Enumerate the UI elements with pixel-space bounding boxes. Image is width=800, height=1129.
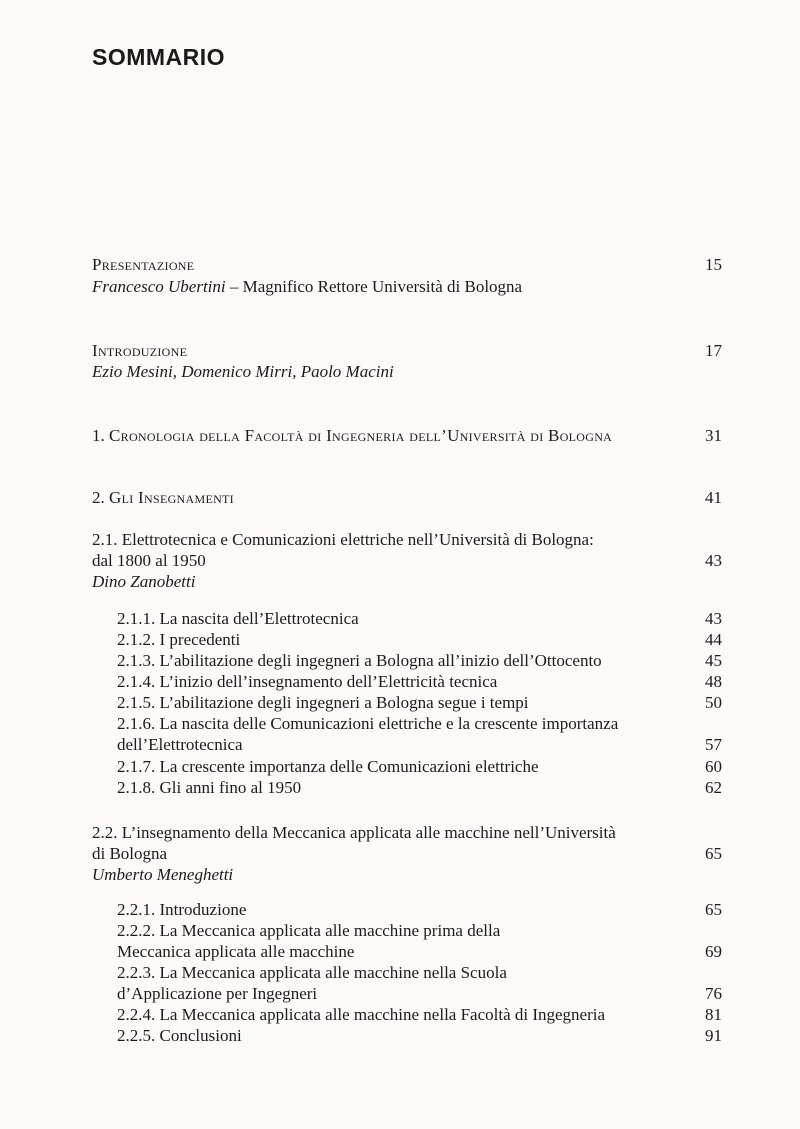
toc-subsection-page: 45 bbox=[705, 651, 722, 670]
toc-subsection-continued: d’Applicazione per Ingegneri bbox=[117, 984, 318, 1003]
toc-subsection: 2.2.2. La Meccanica applicata alle macchine prima della bbox=[117, 921, 501, 940]
toc-subsection: 2.1.2. I precedenti bbox=[117, 630, 241, 649]
toc-subsection: 2.2.5. Conclusioni bbox=[117, 1026, 242, 1045]
chapter-number: 1. bbox=[92, 426, 109, 445]
toc-section-2-2-page: 65 bbox=[705, 844, 722, 863]
toc-subsection-continued: Meccanica applicata alle macchine bbox=[117, 942, 355, 961]
toc-subsection-page: 91 bbox=[705, 1026, 722, 1045]
toc-section-2-1-title-line2: dal 1800 al 1950 bbox=[92, 551, 206, 570]
toc-subsection-page: 76 bbox=[705, 984, 722, 1003]
author-role: – Magnifico Rettore Università di Bologna bbox=[225, 277, 523, 296]
toc-section-2-2-title-line2: di Bologna bbox=[92, 844, 168, 863]
toc-subsection: 2.1.6. La nascita delle Comunicazioni elettriche e la crescente importanza bbox=[117, 714, 619, 733]
toc-subsection-page: 60 bbox=[705, 757, 722, 776]
toc-section-2-2-author: Umberto Meneghetti bbox=[92, 865, 234, 884]
toc-entry-presentazione-title: Presentazione bbox=[92, 255, 195, 274]
toc-section-2-1-title-line1: 2.1. Elettrotecnica e Comunicazioni elettriche nell’Università di Bologna: bbox=[92, 530, 594, 549]
toc-subsection-page: 43 bbox=[705, 609, 722, 628]
toc-subsection-page: 44 bbox=[705, 630, 722, 649]
toc-entry-presentazione-page: 15 bbox=[705, 255, 722, 274]
toc-subsection: 2.1.4. L’inizio dell’insegnamento dell’Elettricità tecnica bbox=[117, 672, 498, 691]
toc-subsection: 2.1.8. Gli anni fino al 1950 bbox=[117, 778, 302, 797]
toc-section-2-2-title-line1: 2.2. L’insegnamento della Meccanica applicata alle macchine nell’Università bbox=[92, 823, 616, 842]
toc-entry-insegnamenti-page: 41 bbox=[705, 488, 722, 507]
page-title: SOMMARIO bbox=[92, 44, 226, 70]
toc-subsection: 2.1.7. La crescente importanza delle Comunicazioni elettriche bbox=[117, 757, 539, 776]
toc-subsection: 2.2.3. La Meccanica applicata alle macchine nella Scuola bbox=[117, 963, 507, 982]
toc-subsection: 2.1.1. La nascita dell’Elettrotecnica bbox=[117, 609, 359, 628]
chapter-title: Gli Insegnamenti bbox=[109, 488, 234, 507]
toc-subsection-page: 65 bbox=[705, 900, 722, 919]
toc-entry-introduzione-authors: Ezio Mesini, Domenico Mirri, Paolo Macini bbox=[92, 362, 394, 381]
toc-entry-cronologia bbox=[92, 425, 612, 447]
toc-subsection-page: 50 bbox=[705, 693, 722, 712]
toc-section-2-1-author: Dino Zanobetti bbox=[92, 572, 196, 591]
toc-subsection: 2.1.3. L’abilitazione degli ingegneri a Bologna all’inizio dell’Ottocento bbox=[117, 651, 602, 670]
chapter-number: 2. bbox=[92, 488, 109, 507]
toc-subsection: 2.1.5. L’abilitazione degli ingegneri a Bologna segue i tempi bbox=[117, 693, 529, 712]
toc-entry-cronologia-page: 31 bbox=[705, 426, 722, 445]
toc-entry-presentazione-byline bbox=[92, 276, 522, 298]
toc-subsection-page: 69 bbox=[705, 942, 722, 961]
toc-subsection-page: 81 bbox=[705, 1005, 722, 1024]
toc-entry-introduzione-title: Introduzione bbox=[92, 341, 188, 360]
toc-section-2-1-page: 43 bbox=[705, 551, 722, 570]
toc-entry-introduzione-page: 17 bbox=[705, 341, 722, 360]
author-name: Francesco Ubertini bbox=[92, 277, 226, 296]
toc-subsection-continued: dell’Elettrotecnica bbox=[117, 735, 243, 754]
toc-subsection-page: 57 bbox=[705, 735, 722, 754]
toc-subsection-page: 48 bbox=[705, 672, 722, 691]
toc-subsection-page: 62 bbox=[705, 778, 722, 797]
toc-entry-insegnamenti bbox=[92, 487, 234, 509]
chapter-title: Cronologia della Facoltà di Ingegneria dell’Università di Bologna bbox=[109, 426, 613, 445]
toc-subsection: 2.2.4. La Meccanica applicata alle macchine nella Facoltà di Ingegneria bbox=[117, 1005, 606, 1024]
toc-subsection: 2.2.1. Introduzione bbox=[117, 900, 247, 919]
